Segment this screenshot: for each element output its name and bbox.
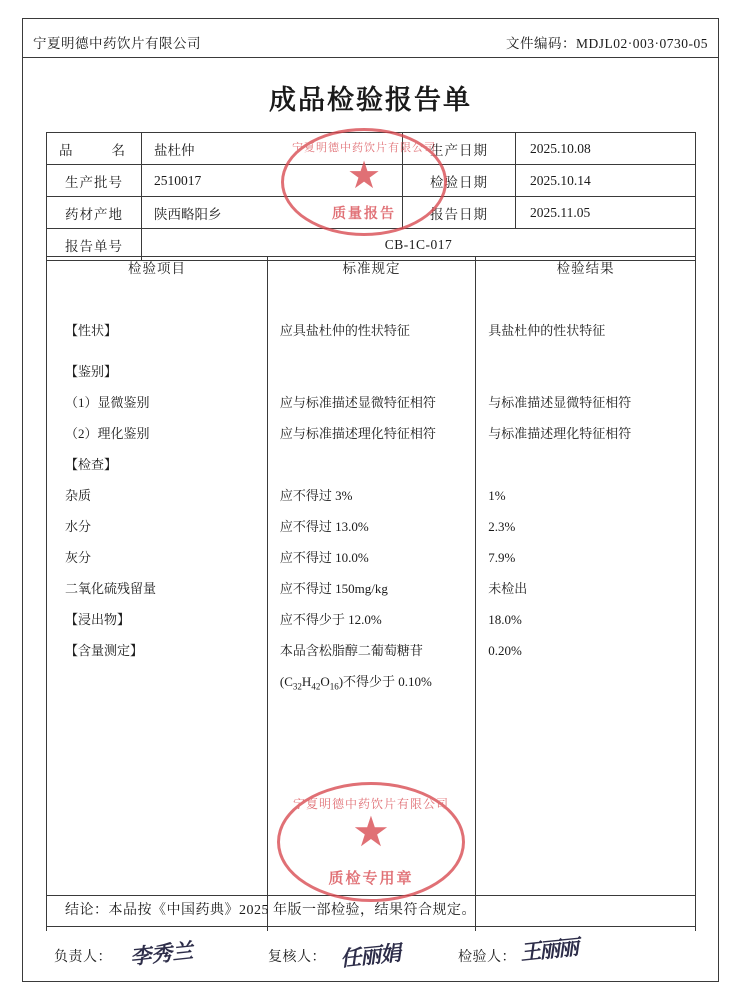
label-origin: 药材产地 <box>47 197 142 229</box>
result-standard: 本品含松脂醇二葡萄糖苷 <box>279 643 423 658</box>
signature-inspector: 王丽丽 <box>518 934 579 965</box>
result-standard: 应不得过 13.0% <box>279 519 369 534</box>
value-inspection-date: 2025.10.14 <box>516 165 696 197</box>
result-value: 与标准描述显微特征相符 <box>488 395 632 410</box>
signature-manager: 李秀兰 <box>128 937 195 970</box>
result-item: 二氧化硫残留量 <box>65 581 157 596</box>
result-value: 18.0% <box>488 612 522 627</box>
results-header-row <box>47 257 696 292</box>
signature-reviewer: 任丽娟 <box>338 939 402 972</box>
result-item: 【含量测定】 <box>65 643 144 658</box>
result-value: 1% <box>488 488 506 503</box>
result-value: 与标准描述理化特征相符 <box>488 426 632 441</box>
result-value: 具盐杜仲的性状特征 <box>488 323 606 338</box>
result-item: 【检查】 <box>65 457 118 472</box>
label-manager: 负责人： <box>54 950 112 965</box>
page-title: 成品检验报告单 <box>269 85 472 115</box>
company-name: 宁夏明德中药饮片有限公司 <box>33 36 201 51</box>
result-value <box>476 356 695 387</box>
label-inspector: 检验人： <box>458 950 516 965</box>
results-table <box>46 256 696 931</box>
value-report-no: CB-1C-017 <box>142 229 696 261</box>
result-standard: 应与标准描述理化特征相符 <box>279 426 436 441</box>
result-standard: 应不得过 3% <box>279 488 353 503</box>
seal-arc-text: 宁夏明德中药饮片有限公司 <box>292 142 436 154</box>
result-standard: 应不得过 150mg/kg <box>279 581 388 596</box>
result-standard: 应不得过 10.0% <box>279 550 369 565</box>
result-standard-formula: $(C_{32}H_{42}O_{16})$不得少于 0.10% <box>279 674 432 692</box>
star-icon: ★ <box>352 809 390 856</box>
seal-arc-text: 宁夏明德中药饮片有限公司 <box>292 797 449 811</box>
result-value: 7.9% <box>488 550 516 565</box>
result-item: 杂质 <box>65 488 92 503</box>
result-item: 水分 <box>65 519 92 534</box>
column-header-result: 检验结果 <box>476 257 696 292</box>
table-row <box>47 133 696 165</box>
label-product-name: 品 名 <box>47 133 142 165</box>
label-production-date: 生产日期 <box>403 133 516 165</box>
value-product-name: 盐杜仲 <box>142 133 403 165</box>
result-standard: 应具盐杜仲的性状特征 <box>279 323 410 338</box>
table-row <box>47 197 696 229</box>
result-value: 0.20% <box>488 643 522 658</box>
seal-sub-text: 质检专用章 <box>328 871 414 887</box>
result-item: （2）理化鉴别 <box>65 426 150 441</box>
result-item: 灰分 <box>65 550 92 565</box>
result-item: 【性状】 <box>65 323 118 338</box>
seal-sub-text: 质量报告 <box>332 207 396 222</box>
label-batch-no: 生产批号 <box>47 165 142 197</box>
results-result-column <box>476 291 696 931</box>
star-icon: ★ <box>346 154 382 197</box>
table-row <box>47 165 696 197</box>
result-standard: 应与标准描述显微特征相符 <box>279 395 436 410</box>
result-item: （1）显微鉴别 <box>65 395 150 410</box>
page-header <box>33 28 708 56</box>
result-value: 2.3% <box>488 519 516 534</box>
value-batch-no: 2510017 <box>142 165 403 197</box>
results-standard-column <box>267 291 475 931</box>
results-item-column <box>47 291 268 931</box>
column-header-item: 检验项目 <box>47 257 268 292</box>
conclusion-text: 结论：本品按《中国药典》2025 年版一部检验，结果符合规定。 <box>46 895 696 927</box>
header-divider <box>23 57 718 58</box>
document-code: 文件编码：MDJL02·003·0730-05 <box>506 36 708 51</box>
result-standard: 应不得少于 12.0% <box>279 612 382 627</box>
product-info-table <box>46 132 696 261</box>
value-production-date: 2025.10.08 <box>516 133 696 165</box>
result-item: 【浸出物】 <box>65 612 131 627</box>
label-reviewer: 复核人： <box>268 950 326 965</box>
result-item: 【鉴别】 <box>65 364 118 379</box>
label-inspection-date: 检验日期 <box>403 165 516 197</box>
result-standard <box>268 449 475 480</box>
results-body-row <box>47 291 696 931</box>
result-value: 未检出 <box>488 581 528 596</box>
label-report-no: 报告单号 <box>47 229 142 261</box>
result-standard <box>268 356 475 387</box>
column-header-standard: 标准规定 <box>267 257 475 292</box>
value-origin: 陕西略阳乡 <box>142 197 403 229</box>
result-value <box>476 449 695 480</box>
value-report-date: 2025.11.05 <box>516 197 696 229</box>
label-report-date: 报告日期 <box>403 197 516 229</box>
